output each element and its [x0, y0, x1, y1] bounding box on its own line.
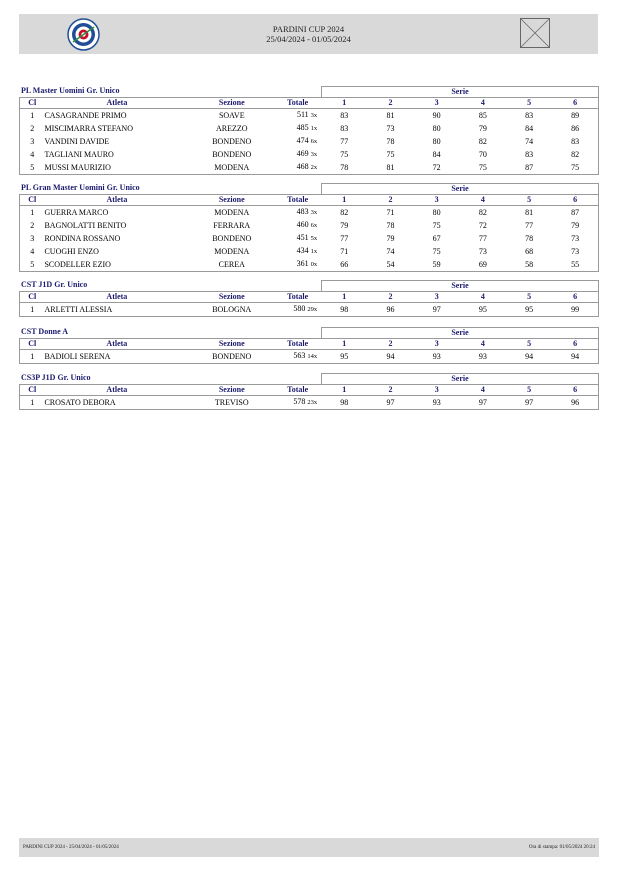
serie-2-cell: 81 — [386, 110, 395, 120]
serie-2-cell: 81 — [367, 161, 413, 175]
rank-cell: 5 — [20, 161, 45, 175]
serie-4-cell: 69 — [460, 258, 506, 272]
serie-2-cell: 78 — [386, 220, 395, 230]
club-cell: MODENA — [214, 207, 250, 217]
total-cell — [274, 350, 321, 364]
serie-3-cell: 97 — [414, 303, 460, 317]
footer-print-time: Ora di stampa: 01/05/2024 20:24 — [528, 845, 595, 850]
table-row — [20, 350, 599, 364]
serie-5-cell: 95 — [506, 303, 552, 317]
inner-tens-count: 29x — [307, 306, 318, 313]
serie-4-cell: 85 — [478, 110, 487, 120]
serie-2-cell: 75 — [386, 149, 395, 159]
serie-6-cell: 75 — [552, 161, 598, 175]
total-score: 361 — [296, 259, 309, 268]
rank-cell: 1 — [20, 109, 45, 123]
serie-3-cell: 93 — [414, 396, 460, 410]
inner-tens-count: 2x — [310, 164, 318, 171]
athlete-cell: VANDINI DAVIDE — [44, 136, 110, 146]
serie-5-cell: 78 — [525, 233, 534, 243]
section-title: CS3P J1D Gr. Unico — [21, 373, 91, 382]
col-header-serie-4: 4 — [460, 292, 506, 303]
serie-6-cell: 87 — [552, 206, 598, 220]
serie-4-cell: 95 — [460, 303, 506, 317]
col-header-serie-1: 1 — [321, 292, 367, 303]
club-cell: TREVISO — [189, 396, 274, 410]
serie-2-cell: 73 — [386, 123, 395, 133]
inner-tens-count: 3x — [310, 151, 318, 158]
table-row — [20, 303, 599, 317]
athlete-cell: TAGLIANI MAURO — [44, 149, 114, 159]
inner-tens-count: 6x — [310, 138, 318, 145]
serie-3-cell: 80 — [432, 136, 441, 146]
image-placeholder-icon — [520, 18, 550, 48]
col-header-serie-6: 6 — [552, 195, 598, 206]
col-header-serie-3: 3 — [414, 385, 460, 396]
table-row — [20, 135, 599, 148]
competition-dates: 25/04/2024 - 01/05/2024 — [266, 34, 351, 44]
total-score: 434 — [296, 246, 309, 255]
total-score: 485 — [296, 123, 309, 132]
serie-1-cell: 83 — [340, 123, 349, 133]
col-header-serie-3: 3 — [414, 339, 460, 350]
club-cell: SOAVE — [218, 110, 245, 120]
serie-1-cell: 83 — [340, 110, 349, 120]
col-header-totale: Totale — [274, 98, 321, 109]
total-score: 580 — [293, 304, 306, 313]
col-header-serie-1: 1 — [321, 385, 367, 396]
total-cell — [274, 161, 321, 175]
serie-2-cell: 54 — [367, 258, 413, 272]
col-header-serie-2: 2 — [367, 195, 413, 206]
rank-cell: 2 — [20, 122, 45, 135]
total-cell — [274, 303, 321, 317]
total-cell — [274, 135, 321, 148]
table-header-row — [20, 339, 599, 350]
table-row — [20, 396, 599, 410]
total-score: 483 — [296, 207, 309, 216]
serie-6-cell: 79 — [552, 219, 598, 232]
col-header-serie-2: 2 — [367, 339, 413, 350]
col-header-sezione: Sezione — [189, 292, 274, 303]
serie-3-cell: 67 — [432, 233, 441, 243]
serie-6-cell: 86 — [552, 122, 598, 135]
results-table — [19, 291, 599, 317]
serie-6-cell: 73 — [552, 232, 598, 245]
col-header-serie-6: 6 — [552, 292, 598, 303]
athlete-cell: MUSSI MAURIZIO — [44, 161, 189, 175]
total-cell — [274, 232, 321, 245]
col-header-totale: Totale — [274, 195, 321, 206]
serie-4-cell: 77 — [478, 233, 487, 243]
serie-1-cell: 82 — [340, 207, 349, 217]
col-header-totale: Totale — [274, 339, 321, 350]
club-cell: BONDENO — [212, 149, 252, 159]
serie-1-cell: 75 — [340, 149, 349, 159]
col-header-serie-3: 3 — [414, 98, 460, 109]
serie-4-cell: 97 — [460, 396, 506, 410]
club-cell: MODENA — [214, 246, 250, 256]
col-header-serie-2: 2 — [367, 98, 413, 109]
athlete-cell: CROSATO DEBORA — [44, 396, 189, 410]
serie-6-cell: 82 — [552, 148, 598, 161]
table-row — [20, 219, 599, 232]
serie-5-cell: 58 — [506, 258, 552, 272]
col-header-sezione: Sezione — [189, 98, 274, 109]
col-header-serie-5: 5 — [506, 385, 552, 396]
table-header-row — [20, 292, 599, 303]
col-header-atleta: Atleta — [44, 292, 189, 303]
rank-cell: 1 — [20, 206, 45, 220]
rank-cell: 5 — [20, 258, 45, 272]
serie-1-cell: 98 — [321, 303, 367, 317]
section-title: PL Gran Master Uomini Gr. Unico — [21, 183, 140, 192]
athlete-cell: CASAGRANDE PRIMO — [44, 110, 127, 120]
inner-tens-count: 3x — [310, 112, 318, 119]
athlete-cell: CUOGHI ENZO — [44, 246, 99, 256]
col-header-serie-1: 1 — [321, 98, 367, 109]
inner-tens-count: 23x — [307, 399, 318, 406]
total-score: 511 — [296, 110, 309, 119]
total-cell — [274, 258, 321, 272]
col-header-atleta: Atleta — [44, 98, 189, 109]
competition-title: PARDINI CUP 2024 — [272, 24, 345, 34]
col-header-serie-2: 2 — [367, 385, 413, 396]
col-header-serie-2: 2 — [367, 292, 413, 303]
results-table — [19, 97, 599, 175]
section-title: PL Master Uomini Gr. Unico — [21, 86, 120, 95]
total-score: 578 — [293, 397, 306, 406]
col-header-serie-4: 4 — [460, 339, 506, 350]
page-footer — [19, 838, 599, 857]
col-header-totale: Totale — [274, 292, 321, 303]
serie-1-cell: 66 — [321, 258, 367, 272]
serie-4-cell: 93 — [460, 350, 506, 364]
table-row — [20, 232, 599, 245]
club-cell: FERRARA — [213, 220, 251, 230]
serie-3-cell: 84 — [432, 149, 441, 159]
serie-5-cell: 84 — [525, 123, 534, 133]
col-header-serie-5: 5 — [506, 98, 552, 109]
col-header-serie-3: 3 — [414, 292, 460, 303]
col-header-cl: Cl — [20, 195, 45, 206]
club-cell: BOLOGNA — [189, 303, 274, 317]
serie-4-cell: 72 — [478, 220, 487, 230]
col-header-serie-4: 4 — [460, 98, 506, 109]
serie-1-cell: 77 — [340, 233, 349, 243]
serie-5-cell: 68 — [525, 246, 534, 256]
total-score: 468 — [296, 162, 309, 171]
rank-cell: 4 — [20, 148, 45, 161]
athlete-cell: MISCIMARRA STEFANO — [44, 123, 133, 133]
athlete-cell: BADIOLI SERENA — [44, 350, 189, 364]
rank-cell: 1 — [20, 303, 45, 317]
table-header-row — [20, 195, 599, 206]
table-row — [20, 161, 599, 175]
serie-6-cell: 96 — [552, 396, 598, 410]
club-cell: AREZZO — [215, 123, 248, 133]
footer-event-info: PARDINI CUP 2024 - 25/04/2024 - 01/05/2024 — [23, 845, 119, 850]
serie-1-cell: 78 — [321, 161, 367, 175]
total-score: 451 — [296, 233, 309, 242]
serie-3-cell: 80 — [432, 123, 441, 133]
col-header-sezione: Sezione — [189, 385, 274, 396]
col-header-serie-5: 5 — [506, 195, 552, 206]
table-row — [20, 258, 599, 272]
athlete-cell: BAGNOLATTI BENITO — [44, 220, 127, 230]
total-cell — [274, 122, 321, 135]
serie-6-cell: 55 — [552, 258, 598, 272]
inner-tens-count: 3x — [310, 209, 318, 216]
athlete-cell: GUERRA MARCO — [44, 207, 109, 217]
col-header-serie-4: 4 — [460, 385, 506, 396]
col-header-totale: Totale — [274, 385, 321, 396]
total-score: 474 — [296, 136, 309, 145]
rank-cell: 1 — [20, 396, 45, 410]
serie-group-header: Serie — [321, 327, 599, 338]
results-table — [19, 194, 599, 272]
serie-3-cell: 59 — [414, 258, 460, 272]
total-score: 469 — [296, 149, 309, 158]
serie-4-cell: 70 — [478, 149, 487, 159]
rank-cell: 2 — [20, 219, 45, 232]
rank-cell: 3 — [20, 232, 45, 245]
serie-3-cell: 90 — [432, 110, 441, 120]
club-cell: MODENA — [189, 161, 274, 175]
serie-1-cell: 98 — [321, 396, 367, 410]
col-header-cl: Cl — [20, 292, 45, 303]
page-header — [19, 14, 598, 54]
serie-2-cell: 94 — [367, 350, 413, 364]
serie-2-cell: 79 — [386, 233, 395, 243]
col-header-cl: Cl — [20, 339, 45, 350]
total-cell — [274, 206, 321, 220]
club-cell: CEREA — [189, 258, 274, 272]
club-cell: BONDENO — [212, 136, 252, 146]
serie-2-cell: 96 — [367, 303, 413, 317]
col-header-sezione: Sezione — [189, 339, 274, 350]
serie-1-cell: 77 — [340, 136, 349, 146]
serie-5-cell: 94 — [506, 350, 552, 364]
col-header-serie-5: 5 — [506, 292, 552, 303]
table-row — [20, 148, 599, 161]
serie-group-header: Serie — [321, 86, 599, 97]
inner-tens-count: 6x — [310, 222, 318, 229]
col-header-atleta: Atleta — [44, 385, 189, 396]
serie-5-cell: 83 — [525, 149, 534, 159]
rank-cell: 3 — [20, 135, 45, 148]
section-title: CST Donne A — [21, 327, 68, 336]
serie-5-cell: 83 — [525, 110, 534, 120]
serie-5-cell: 87 — [506, 161, 552, 175]
col-header-atleta: Atleta — [44, 195, 189, 206]
total-cell — [274, 148, 321, 161]
serie-group-header: Serie — [321, 373, 599, 384]
serie-3-cell: 75 — [432, 220, 441, 230]
serie-4-cell: 82 — [478, 136, 487, 146]
total-cell — [274, 219, 321, 232]
results-table — [19, 384, 599, 410]
serie-4-cell: 79 — [478, 123, 487, 133]
col-header-cl: Cl — [20, 385, 45, 396]
col-header-cl: Cl — [20, 98, 45, 109]
col-header-atleta: Atleta — [44, 339, 189, 350]
inner-tens-count: 14x — [307, 353, 318, 360]
col-header-serie-1: 1 — [321, 195, 367, 206]
serie-1-cell: 71 — [340, 246, 349, 256]
serie-1-cell: 79 — [340, 220, 349, 230]
serie-4-cell: 75 — [460, 161, 506, 175]
rank-cell: 1 — [20, 350, 45, 364]
serie-6-cell: 73 — [552, 245, 598, 258]
serie-3-cell: 93 — [414, 350, 460, 364]
total-score: 460 — [296, 220, 309, 229]
serie-2-cell: 71 — [386, 207, 395, 217]
serie-4-cell: 73 — [478, 246, 487, 256]
total-cell — [274, 109, 321, 123]
section-title: CST J1D Gr. Unico — [21, 280, 88, 289]
serie-6-cell: 89 — [552, 109, 598, 123]
total-cell — [274, 245, 321, 258]
table-row — [20, 206, 599, 220]
total-cell — [274, 396, 321, 410]
serie-2-cell: 74 — [386, 246, 395, 256]
athlete-cell: SCODELLER EZIO — [44, 258, 189, 272]
results-table — [19, 338, 599, 364]
serie-6-cell: 99 — [552, 303, 598, 317]
col-header-sezione: Sezione — [189, 195, 274, 206]
col-header-serie-3: 3 — [414, 195, 460, 206]
inner-tens-count: 1x — [310, 125, 318, 132]
club-cell: BONDENO — [189, 350, 274, 364]
serie-5-cell: 81 — [525, 207, 534, 217]
serie-5-cell: 97 — [506, 396, 552, 410]
table-header-row — [20, 98, 599, 109]
col-header-serie-6: 6 — [552, 339, 598, 350]
club-cell: BONDENO — [212, 233, 252, 243]
serie-5-cell: 74 — [525, 136, 534, 146]
col-header-serie-1: 1 — [321, 339, 367, 350]
col-header-serie-5: 5 — [506, 339, 552, 350]
athlete-cell: ARLETTI ALESSIA — [44, 303, 189, 317]
serie-group-header: Serie — [321, 280, 599, 291]
serie-1-cell: 95 — [321, 350, 367, 364]
inner-tens-count: 0x — [310, 261, 318, 268]
serie-6-cell: 83 — [552, 135, 598, 148]
serie-group-header: Serie — [321, 183, 599, 194]
rank-cell: 4 — [20, 245, 45, 258]
serie-2-cell: 78 — [386, 136, 395, 146]
inner-tens-count: 5x — [310, 235, 318, 242]
table-row — [20, 122, 599, 135]
serie-3-cell: 80 — [432, 207, 441, 217]
total-score: 563 — [293, 351, 306, 360]
col-header-serie-6: 6 — [552, 385, 598, 396]
col-header-serie-6: 6 — [552, 98, 598, 109]
serie-2-cell: 97 — [367, 396, 413, 410]
table-row — [20, 245, 599, 258]
inner-tens-count: 1x — [310, 248, 318, 255]
table-header-row — [20, 385, 599, 396]
col-header-serie-4: 4 — [460, 195, 506, 206]
serie-3-cell: 72 — [414, 161, 460, 175]
serie-3-cell: 75 — [432, 246, 441, 256]
serie-4-cell: 82 — [478, 207, 487, 217]
athlete-cell: RONDINA ROSSANO — [44, 233, 121, 243]
serie-6-cell: 94 — [552, 350, 598, 364]
serie-5-cell: 77 — [525, 220, 534, 230]
table-row — [20, 109, 599, 123]
